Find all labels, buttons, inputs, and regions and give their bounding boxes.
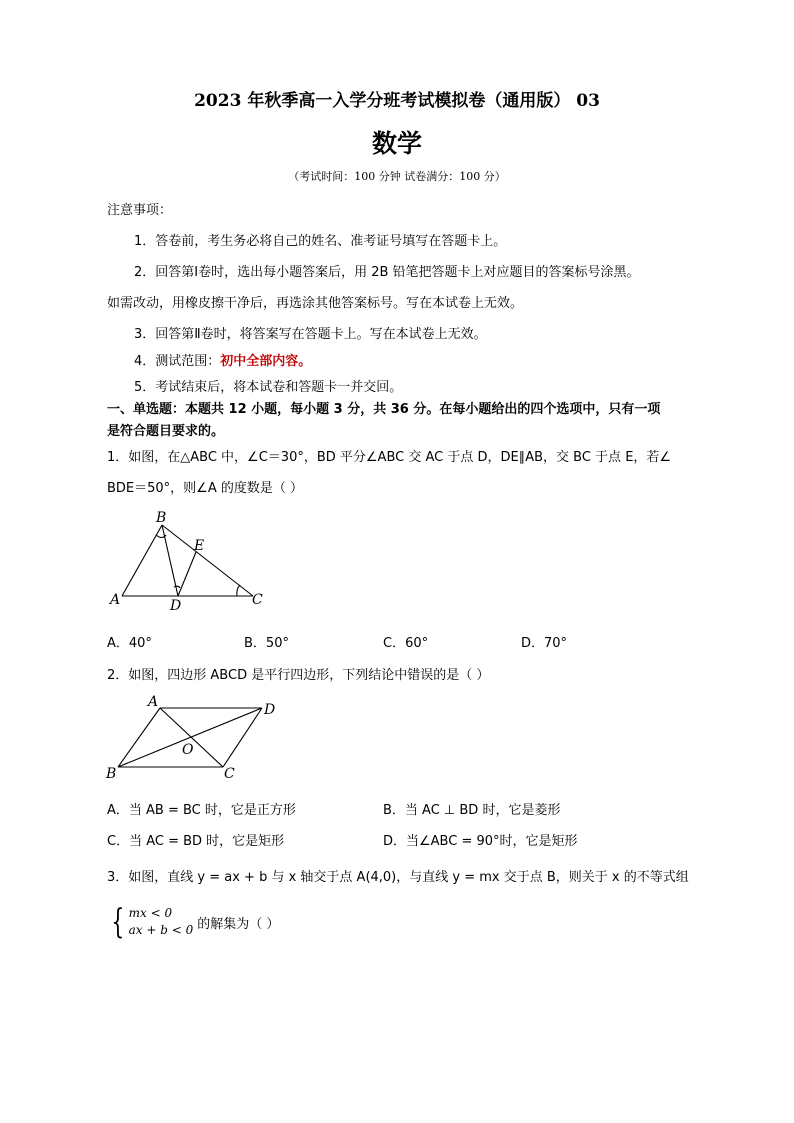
- label-c: C: [224, 766, 235, 782]
- system-line-1: mx < 0: [128, 906, 173, 920]
- note-3: 3．回答第Ⅱ卷时，将答案写在答题卡上。写在本试卷上无效。: [134, 327, 487, 342]
- q2-option-d[interactable]: D．当∠ABC = 90°时，它是矩形: [383, 834, 578, 849]
- label-b: B: [106, 766, 117, 782]
- side-dc: [223, 708, 262, 767]
- system-lines: [129, 905, 194, 939]
- section1-line1: 一、单选题：本题共 12 小题，每小题 3 分，共 36 分。在每小题给出的四个选项中，只有一项: [107, 402, 661, 417]
- q1-option-c[interactable]: C．60°: [383, 636, 429, 651]
- label-o: O: [182, 742, 194, 758]
- q3-inequality-system: [107, 902, 280, 942]
- note-4-prefix: 4．测试范围：: [134, 354, 221, 369]
- q2-option-b[interactable]: B．当 AC ⊥ BD 时，它是菱形: [383, 803, 561, 818]
- section1-line2: 是符合题目要求的。: [107, 424, 225, 439]
- note-5: 5．考试结束后，将本试卷和答题卡一并交回。: [134, 380, 403, 395]
- notes-heading: 注意事项：: [107, 203, 173, 218]
- test-scope: 初中全部内容。: [220, 354, 312, 369]
- label-a: A: [148, 694, 159, 710]
- subject-heading: 数学: [371, 129, 422, 158]
- angle-arc-c: [237, 585, 240, 596]
- segment-de: [178, 552, 196, 596]
- q1-option-d[interactable]: D．70°: [521, 636, 568, 651]
- label-d: D: [170, 598, 182, 614]
- q1-triangle-figure: [100, 505, 280, 615]
- q2-option-c[interactable]: C．当 AC = BD 时，它是矩形: [107, 834, 285, 849]
- label-c: C: [252, 592, 263, 608]
- note-2b: 如需改动，用橡皮擦干净后，再选涂其他答案标号。写在本试卷上无效。: [107, 296, 524, 311]
- angle-arc-d: [174, 586, 180, 588]
- q2-parallelogram-figure: [100, 690, 290, 785]
- label-b: B: [156, 510, 167, 526]
- q2-stem: 2．如图，四边形 ABCD 是平行四边形，下列结论中错误的是（ ）: [107, 668, 490, 683]
- system-line-2: ax + b < 0: [128, 923, 194, 937]
- label-a: A: [110, 592, 121, 608]
- note-4: [134, 350, 311, 369]
- exam-title: 2023 年秋季高一入学分班考试模拟卷（通用版） 03: [194, 91, 600, 111]
- q3-tail: 的解集为（ ）: [197, 916, 280, 932]
- q2-option-a[interactable]: A．当 AB = BC 时，它是正方形: [107, 803, 296, 818]
- label-e: E: [194, 538, 205, 554]
- diagonal-ac: [160, 708, 223, 767]
- label-d: D: [264, 702, 276, 718]
- note-1: 1．答卷前，考生务必将自己的姓名、准考证号填写在答题卡上。: [134, 234, 507, 249]
- brace-symbol: {: [111, 902, 125, 942]
- q1-stem-line1: 1．如图，在△ABC 中，∠C＝30°，BD 平分∠ABC 交 AC 于点 D，DE∥AB，交 BC 于点 E，若∠: [107, 450, 672, 465]
- q1-stem-line2: BDE＝50°，则∠A 的度数是（ ）: [107, 481, 303, 496]
- q1-option-a[interactable]: A．40°: [107, 636, 152, 651]
- q1-option-b[interactable]: B．50°: [244, 636, 289, 651]
- exam-info: （考试时间：100 分钟 试卷满分：100 分）: [288, 170, 506, 183]
- q3-stem: 3．如图，直线 y = ax + b 与 x 轴交于点 A(4,0)，与直线 y = mx 交于点 B，则关于 x 的不等式组: [107, 870, 689, 885]
- note-2a: 2．回答第Ⅰ卷时，选出每小题答案后，用 2B 铅笔把答题卡上对应题目的答案标号涂黑。: [134, 265, 640, 280]
